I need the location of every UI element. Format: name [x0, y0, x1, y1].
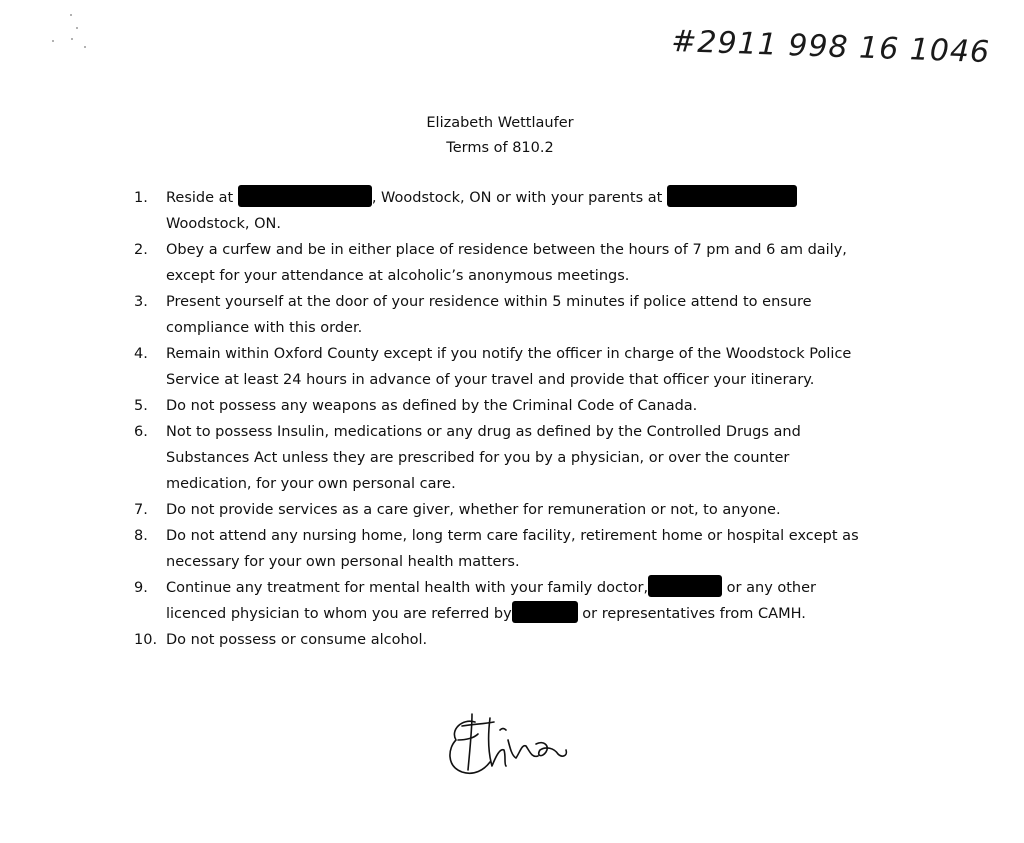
term-item [134, 497, 894, 523]
term-number: 9. [134, 580, 148, 596]
term-text: Not to possess Insulin, medications or any drug as defined by the Controlled Drugs and [166, 424, 801, 440]
term-item [134, 341, 894, 393]
terms-list [134, 185, 894, 653]
term-text: Do not attend any nursing home, long term care facility, retirement home or hospital except as [166, 528, 859, 544]
term-text: Do not possess or consume alcohol. [166, 632, 428, 648]
term-line [166, 263, 894, 289]
term-line [166, 211, 894, 237]
term-line [166, 341, 894, 367]
term-text: Woodstock, ON. [166, 216, 282, 232]
term-line [166, 185, 894, 211]
term-text: licenced physician to whom you are referred by [166, 606, 512, 622]
term-line [166, 497, 894, 523]
term-line [166, 627, 894, 653]
term-text: compliance with this order. [166, 320, 363, 336]
term-text: Remain within Oxford County except if you notify the officer in charge of the Woodstock Police [166, 346, 852, 362]
scan-speck [52, 40, 54, 42]
term-number: 10. [134, 632, 158, 648]
term-item [134, 419, 894, 497]
term-text: Do not provide services as a care giver, whether for remuneration or not, to anyone. [166, 502, 781, 518]
term-line [166, 315, 894, 341]
term-item [134, 237, 894, 289]
term-number: 5. [134, 398, 148, 414]
redaction-bar [648, 575, 722, 597]
term-text: Continue any treatment for mental health with your family doctor, [166, 580, 649, 596]
document-title: Terms of 810.2 [446, 140, 554, 156]
term-text: necessary for your own personal health matters. [166, 554, 520, 570]
term-line [166, 419, 894, 445]
handwritten-reference-number: #2911 998 16 1046 [670, 24, 991, 71]
term-number: 3. [134, 294, 148, 310]
term-line [166, 237, 894, 263]
term-text: Present yourself at the door of your residence within 5 minutes if police attend to ensure [166, 294, 812, 310]
term-text: or any other [722, 580, 817, 596]
term-line [166, 445, 894, 471]
term-text: Service at least 24 hours in advance of your travel and provide that officer your itinerary. [166, 372, 815, 388]
term-item [134, 185, 894, 237]
term-line [166, 575, 894, 601]
term-item [134, 627, 894, 653]
term-number: 7. [134, 502, 148, 518]
term-text: Reside at [166, 190, 238, 206]
term-text: Obey a curfew and be in either place of residence between the hours of 7 pm and 6 am daily, [166, 242, 847, 258]
term-line [166, 367, 894, 393]
term-number: 8. [134, 528, 148, 544]
scan-speck [71, 38, 73, 40]
redaction-bar [238, 185, 372, 207]
document-header [0, 111, 1000, 161]
term-text: except for your attendance at alcoholic’s anonymous meetings. [166, 268, 630, 284]
term-text: Do not possess any weapons as defined by the Criminal Code of Canada. [166, 398, 698, 414]
term-item [134, 523, 894, 575]
redaction-bar [512, 601, 578, 623]
term-line [166, 523, 894, 549]
term-line [166, 549, 894, 575]
term-line [166, 471, 894, 497]
term-item [134, 575, 894, 627]
handwritten-signature [440, 700, 580, 790]
term-line [166, 393, 894, 419]
term-item [134, 393, 894, 419]
term-text: or representatives from CAMH. [577, 606, 806, 622]
scan-speck [70, 14, 72, 16]
term-number: 1. [134, 190, 148, 206]
term-text: Substances Act unless they are prescribed for you by a physician, or over the counter [166, 450, 790, 466]
scan-speck [84, 46, 86, 48]
term-line [166, 289, 894, 315]
term-line [166, 601, 894, 627]
term-number: 6. [134, 424, 148, 440]
term-text: , Woodstock, ON or with your parents at [371, 190, 667, 206]
term-number: 4. [134, 346, 148, 362]
term-text: medication, for your own personal care. [166, 476, 456, 492]
person-name: Elizabeth Wettlaufer [426, 115, 574, 131]
redaction-bar [667, 185, 797, 207]
term-number: 2. [134, 242, 148, 258]
scan-speck [76, 27, 78, 29]
term-item [134, 289, 894, 341]
